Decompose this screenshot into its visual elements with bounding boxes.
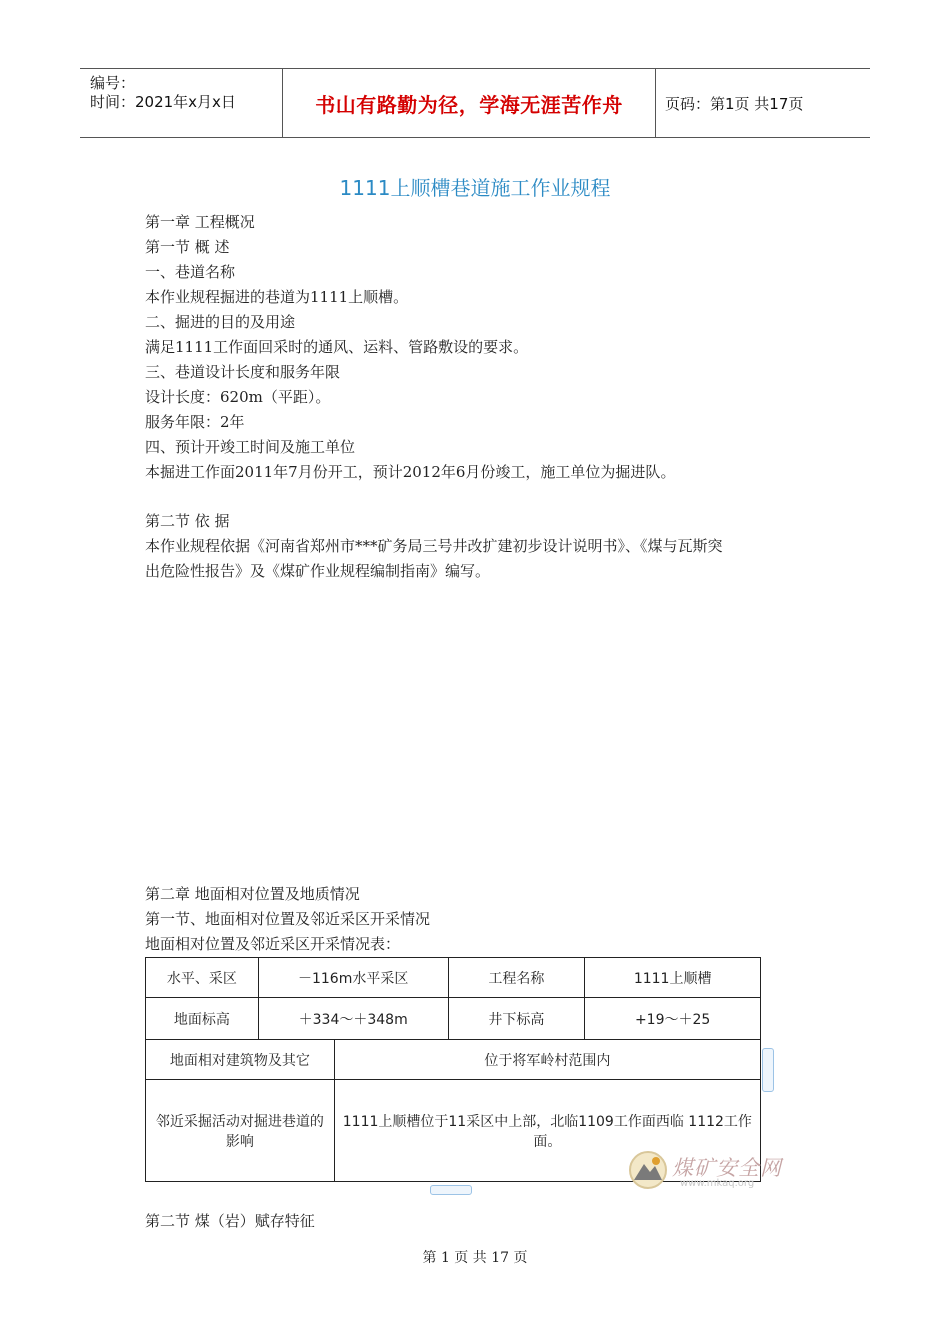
item1-text: 本作业规程掘进的巷道为1111上顺槽。	[145, 288, 409, 306]
number-label: 编号：	[90, 74, 136, 92]
table-cell: 位于将军岭村范围内	[334, 1040, 760, 1080]
item2-text: 满足1111工作面回采时的通风、运料、管路敷设的要求。	[145, 338, 529, 356]
basis-line1: 本作业规程依据《河南省郑州市***矿务局三号井改扩建初步设计说明书》、《煤与瓦斯突	[145, 537, 723, 555]
table-cell: 1111上顺槽位于11采区中上部，北临1109工作面西临 1112工作面。	[334, 1080, 760, 1182]
table-cell: 水平、采区	[146, 958, 259, 998]
table-cell: +19～＋25	[585, 998, 761, 1040]
item1-heading: 一、巷道名称	[145, 263, 236, 281]
page-header	[80, 68, 870, 138]
document-title: 1111上顺槽巷道施工作业规程	[339, 176, 611, 200]
table-cell: ＋334～＋348m	[258, 998, 448, 1040]
table-row	[146, 958, 761, 998]
header-page-cell	[655, 69, 870, 137]
watermark-text: 煤矿安全网	[672, 1156, 782, 1180]
watermark	[628, 1150, 798, 1198]
basis-line2: 出危险性报告》及《煤矿作业规程编制指南》编写。	[145, 562, 491, 580]
header-motto-cell	[282, 69, 656, 137]
surface-position-table	[145, 957, 761, 1182]
table-row	[146, 1040, 761, 1080]
chapter2-section2: 第二节 煤（岩）赋存特征	[145, 1212, 315, 1230]
item3-text1: 设计长度：620m（平距）。	[145, 388, 331, 406]
table-cell: 地面标高	[146, 998, 259, 1040]
table-cell: 1111上顺槽	[585, 958, 761, 998]
table-cell: 工程名称	[448, 958, 585, 998]
page-info: 页码：第1页 共17页	[665, 94, 804, 113]
table-cell: －116m水平采区	[258, 958, 448, 998]
chapter1-heading: 第一章 工程概况	[145, 213, 255, 231]
watermark-logo-icon	[628, 1150, 668, 1190]
table-cell: 井下标高	[448, 998, 585, 1040]
item4-heading: 四、预计开竣工时间及施工单位	[145, 438, 356, 456]
table-resize-handle-right[interactable]	[762, 1048, 774, 1092]
time-label: 时间：2021年x月x日	[90, 93, 236, 111]
header-meta-cell	[80, 69, 282, 137]
chapter2-heading: 第二章 地面相对位置及地质情况	[145, 885, 360, 903]
item2-heading: 二、掘进的目的及用途	[145, 313, 296, 331]
page-footer: 第 1 页 共 17 页	[422, 1250, 528, 1266]
chapter2-section1: 第一节、地面相对位置及邻近采区开采情况	[145, 910, 431, 928]
item4-text: 本掘进工作面2011年7月份开工，预计2012年6月份竣工，施工单位为掘进队。	[145, 463, 676, 481]
table-row	[146, 998, 761, 1040]
item3-text2: 服务年限：2年	[145, 413, 245, 431]
table-resize-handle-bottom[interactable]	[430, 1185, 472, 1195]
table-caption: 地面相对位置及邻近采区开采情况表：	[145, 935, 401, 953]
item3-heading: 三、巷道设计长度和服务年限	[145, 363, 341, 381]
table-cell: 邻近采掘活动对掘进巷道的影响	[146, 1080, 335, 1182]
chapter1-section1: 第一节 概 述	[145, 238, 230, 256]
watermark-url: www.mkaq.org	[680, 1178, 755, 1189]
chapter1-section2: 第二节 依 据	[145, 512, 230, 530]
table-cell: 地面相对建筑物及其它	[146, 1040, 335, 1080]
motto: 书山有路勤为径，学海无涯苦作舟	[315, 92, 623, 117]
